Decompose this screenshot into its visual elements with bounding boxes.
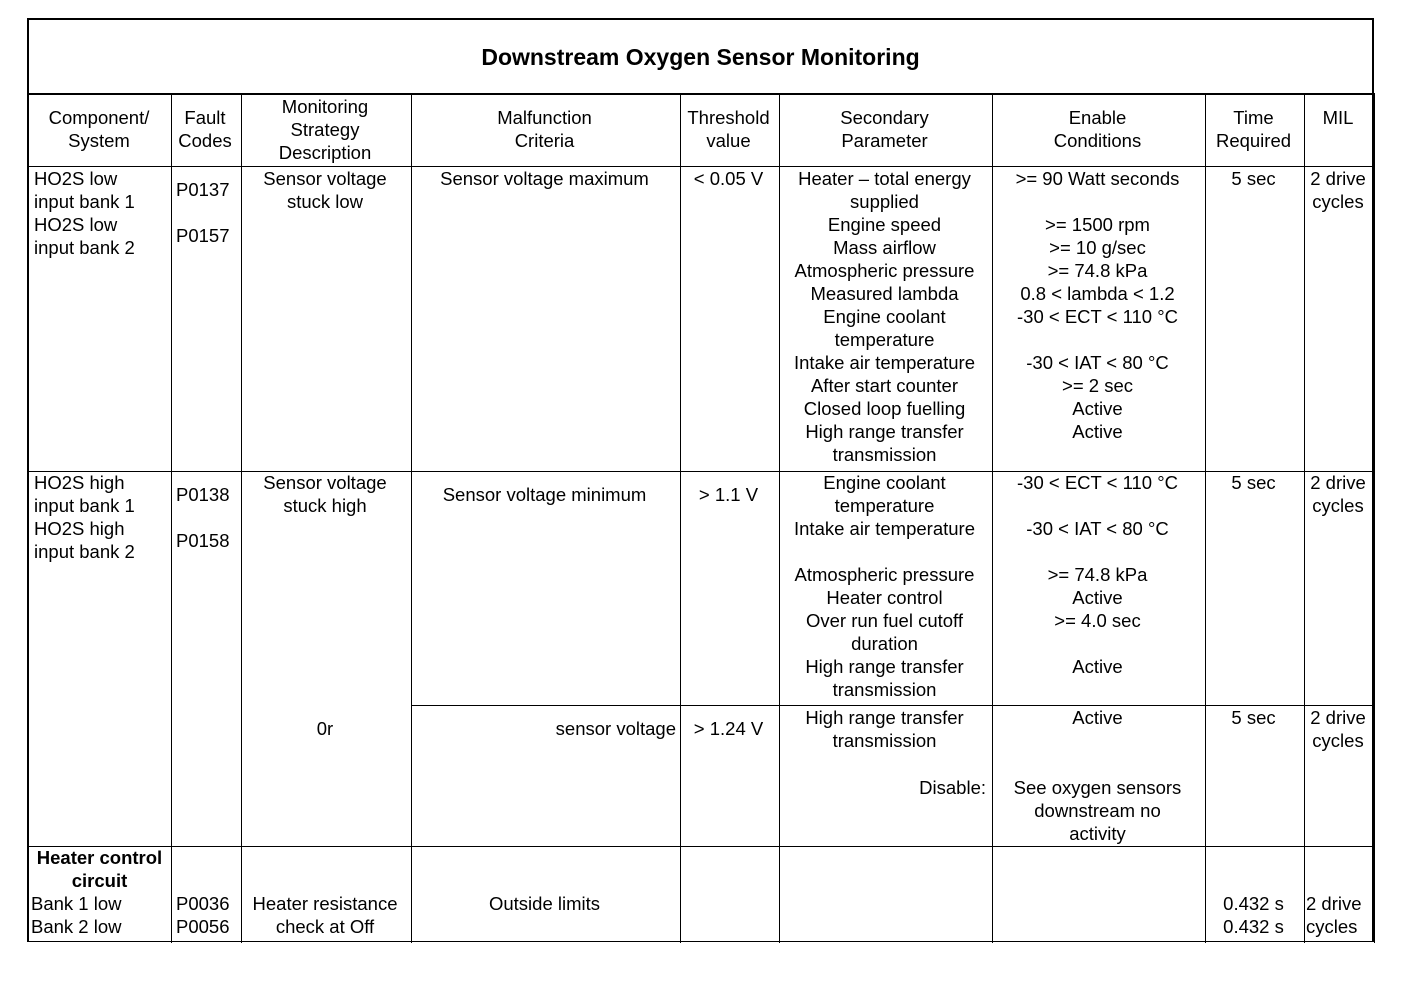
row1-fault-code-2: P0157: [176, 225, 230, 246]
row2b-threshold: > 1.24 V: [693, 718, 764, 739]
header-mil: MIL: [1322, 107, 1354, 128]
row3-mil: 2 drive cycles: [1306, 893, 1362, 937]
row2b-disable-label: Disable:: [919, 777, 986, 798]
row1-mil: 2 drive cycles: [1310, 168, 1366, 212]
row1-component: HO2S low input bank 1 HO2S low input bank 2: [34, 168, 135, 258]
header-enable: Enable Conditions: [1053, 107, 1142, 151]
row1-secondary-parameters: Heater – total energy supplied Engine speed Mass airflow Atmospheric pressure Measured lambda Engine coolant temperature Intake air temperature After start counter Closed loop fuelling High range transfer transmission: [794, 168, 975, 465]
row1-threshold: < 0.05 V: [693, 168, 764, 189]
row2b-strategy: 0r: [316, 718, 334, 739]
row1-fault-code-1: P0137: [176, 179, 230, 200]
row2b-mil: 2 drive cycles: [1310, 707, 1366, 751]
header-malfunction: Malfunction Criteria: [497, 107, 592, 151]
row3-strategy: Heater resistance check at Off: [252, 893, 398, 937]
row2-fault-code-2: P0158: [176, 530, 230, 551]
column-divider: [680, 93, 681, 943]
row3-component-title: Heater control circuit: [36, 847, 163, 891]
row2-time-required: 5 sec: [1231, 472, 1276, 493]
column-divider: [1304, 93, 1305, 943]
row2b-malfunction: sensor voltage: [555, 718, 676, 739]
row1-enable-conditions: >= 90 Watt seconds >= 1500 rpm >= 10 g/sec >= 74.8 kPa 0.8 < lambda < 1.2 -30 < ECT < 110 °C -30 < IAT < 80 °C >= 2 sec Active Active: [1015, 168, 1180, 442]
table-title: Downstream Oxygen Sensor Monitoring: [29, 20, 1372, 95]
column-divider: [411, 93, 412, 943]
column-divider: [1374, 93, 1375, 943]
row2-divider: [29, 846, 1374, 847]
row2b-time-required: 5 sec: [1231, 707, 1276, 728]
header-time: Time Required: [1215, 107, 1292, 151]
row1-time-required: 5 sec: [1231, 168, 1276, 189]
row3-malfunction: Outside limits: [488, 893, 601, 914]
row2-secondary-parameters: Engine coolant temperature Intake air temperature Atmospheric pressure Heater control Over run fuel cutoff duration High range transfer transmission: [794, 472, 975, 700]
row3-fault-codes: P0036 P0056: [176, 893, 230, 937]
row2-fault-code-1: P0138: [176, 484, 230, 505]
row3-time-required: 0.432 s 0.432 s: [1223, 893, 1284, 937]
row3-component-items: Bank 1 low Bank 2 low: [31, 893, 122, 937]
row2-threshold: > 1.1 V: [698, 484, 759, 505]
row2-mil: 2 drive cycles: [1310, 472, 1366, 516]
row2-malfunction: Sensor voltage minimum: [442, 484, 647, 505]
header-strategy: Monitoring Strategy Description: [278, 96, 372, 163]
row2-enable-conditions: -30 < ECT < 110 °C -30 < IAT < 80 °C >= 74.8 kPa Active >= 4.0 sec Active: [1017, 472, 1178, 677]
header-component: Component/ System: [48, 107, 150, 151]
row2b-secondary-parameters: High range transfer transmission: [805, 707, 964, 751]
table-bottom-divider: [29, 941, 1374, 942]
row1-malfunction: Sensor voltage maximum: [440, 168, 649, 189]
header-fault-codes: Fault Codes: [178, 107, 232, 151]
header-threshold: Threshold value: [687, 107, 770, 151]
column-divider: [241, 93, 242, 943]
column-divider: [1205, 93, 1206, 943]
row2b-disable-conditions: See oxygen sensors downstream no activity: [1013, 777, 1182, 844]
column-divider: [171, 93, 172, 943]
row2-component: HO2S high input bank 1 HO2S high input bank 2: [34, 472, 135, 562]
row2-strategy: Sensor voltage stuck high: [263, 472, 387, 516]
header-secondary: Secondary Parameter: [840, 107, 929, 151]
row1-strategy: Sensor voltage stuck low: [263, 168, 387, 212]
row2b-enable-conditions: Active: [1072, 707, 1123, 728]
